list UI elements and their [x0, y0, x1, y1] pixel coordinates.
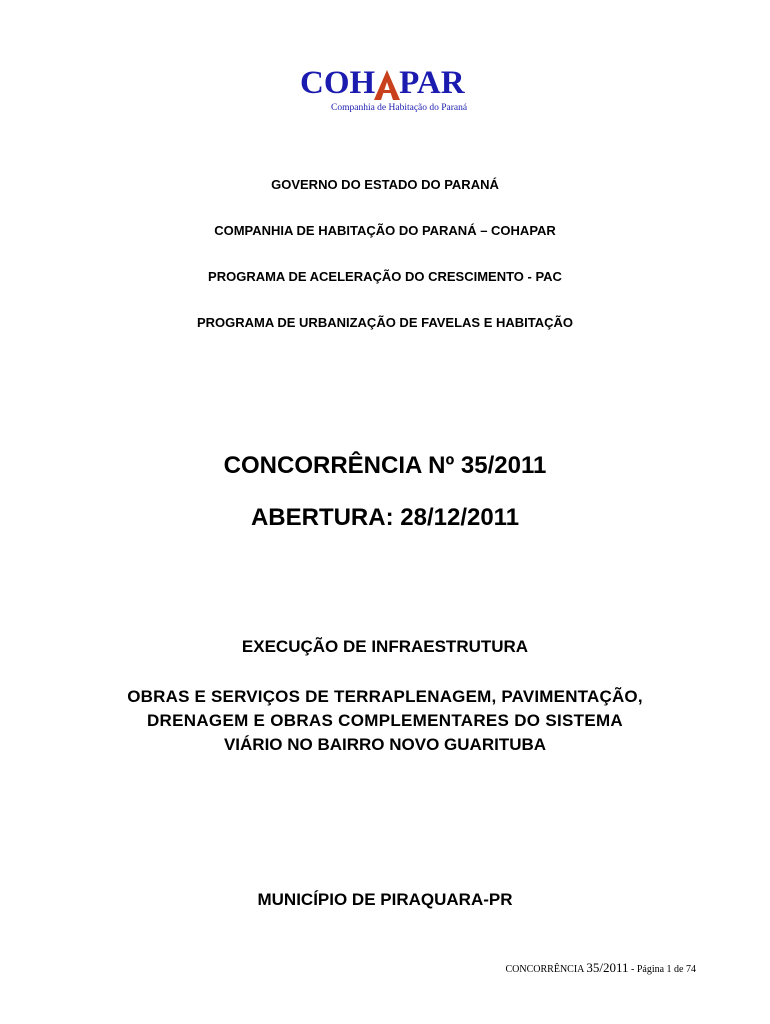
header-line-urbanizacao: PROGRAMA DE URBANIZAÇÃO DE FAVELAS E HABITAÇÃO [196, 315, 574, 330]
footer-number: 35/2011 [586, 960, 629, 975]
municipio: MUNICÍPIO DE PIRAQUARA-PR [257, 890, 513, 909]
house-roof-a-icon [374, 70, 400, 100]
logo-subtitle: Companhia de Habitação do Paraná [331, 103, 468, 113]
logo-text-left: COH [300, 65, 376, 101]
subject-execucao: EXECUÇÃO DE INFRAESTRUTURA [241, 637, 529, 656]
logo-text-right: PAR [399, 65, 465, 101]
page-footer [506, 960, 697, 976]
header-line-governo: GOVERNO DO ESTADO DO PARANÁ [271, 177, 499, 192]
header-line-companhia: COMPANHIA DE HABITAÇÃO DO PARANÁ – COHAPAR [214, 223, 556, 238]
subject-obras-line2: DRENAGEM E OBRAS COMPLEMENTARES DO SISTEMA [146, 711, 624, 730]
subject-obras-line1: OBRAS E SERVIÇOS DE TERRAPLENAGEM, PAVIMENTAÇÃO, [127, 687, 643, 706]
footer-page-label: - Página 1 de 74 [628, 964, 696, 975]
title-concorrencia: CONCORRÊNCIA Nº 35/2011 [223, 452, 547, 479]
logo-wordmark [300, 66, 465, 100]
footer-label: CONCORRÊNCIA [505, 964, 587, 975]
subject-obras-line3: VIÁRIO NO BAIRRO NOVO GUARITUBA [223, 735, 547, 754]
title-abertura: ABERTURA: 28/12/2011 [250, 504, 520, 531]
cohapar-logo [300, 66, 500, 118]
header-line-pac: PROGRAMA DE ACELERAÇÃO DO CRESCIMENTO - PAC [208, 269, 562, 284]
